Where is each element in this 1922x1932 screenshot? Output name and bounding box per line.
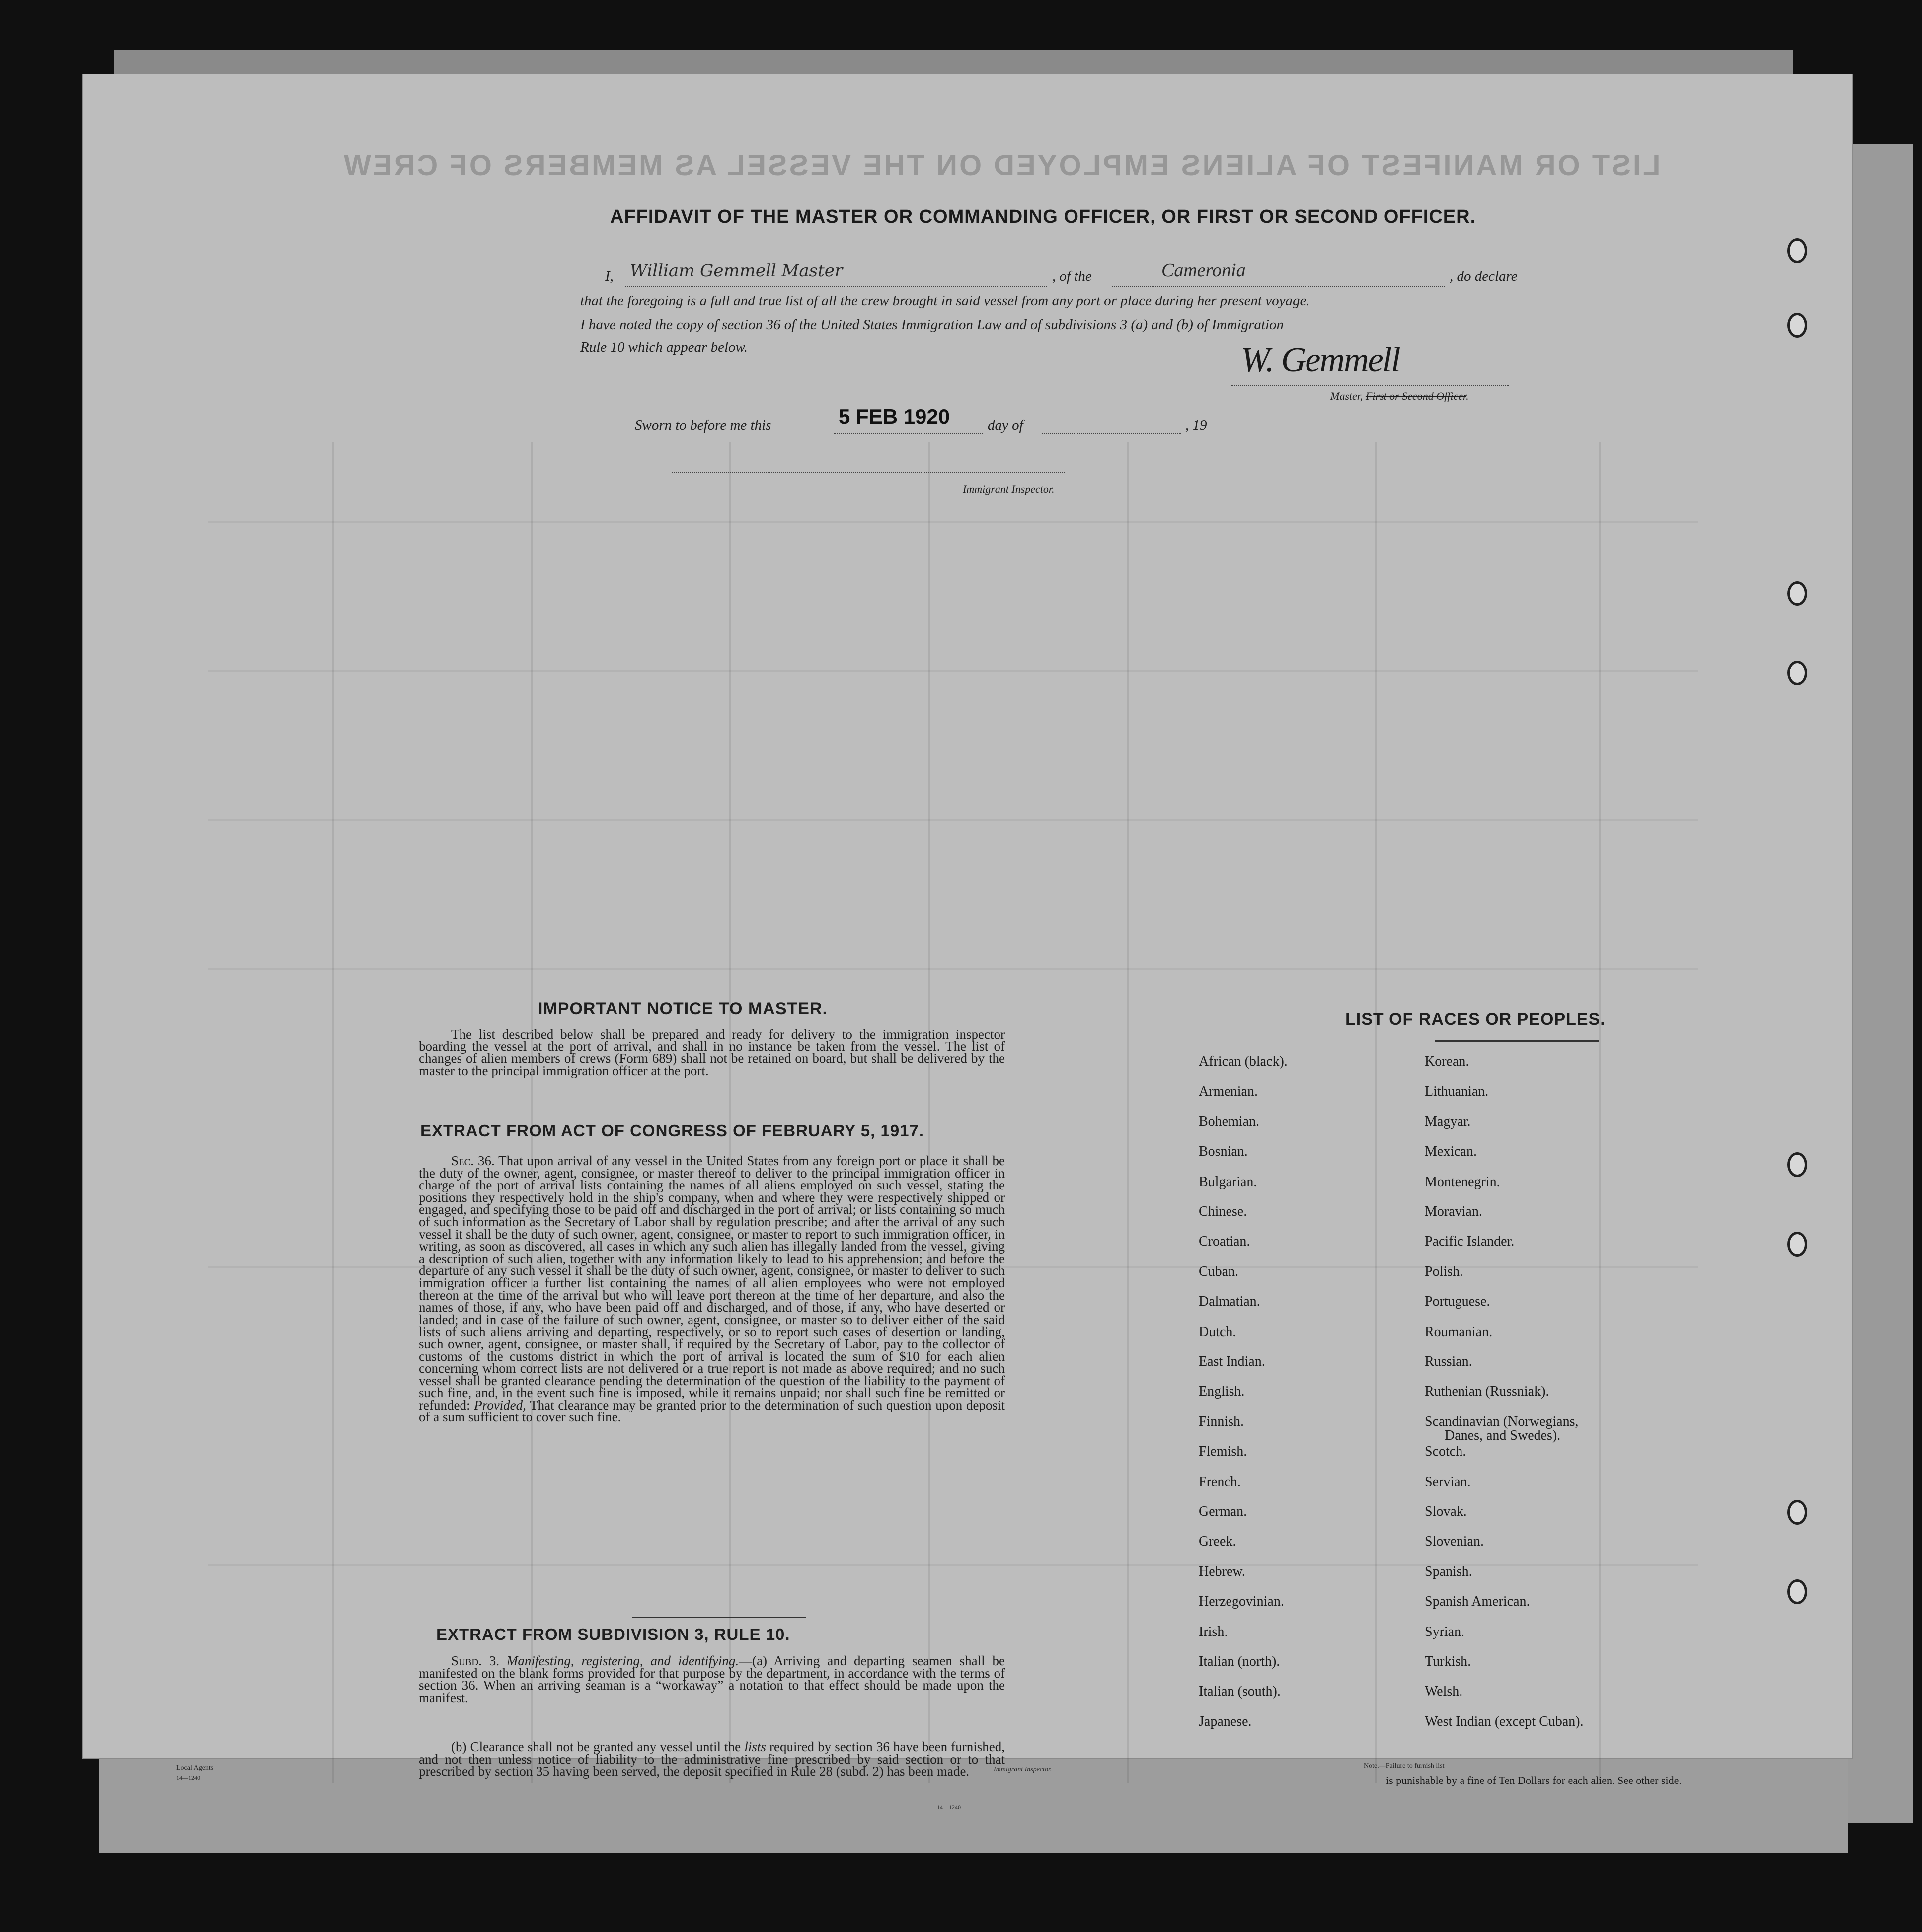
affidavit-line2: that the foregoing is a full and true list of all the crew brought in said vessel from any port or place during her present voyage. xyxy=(580,293,1310,309)
affidavit-line1-mid: , of the xyxy=(1052,268,1092,284)
divider xyxy=(632,1617,806,1618)
provided-word: Provided, xyxy=(474,1397,526,1412)
signature-label-struck: First or Second Officer xyxy=(1365,390,1466,402)
subd-label: Subd. 3. xyxy=(451,1653,499,1668)
race-item: Moravian. xyxy=(1425,1204,1482,1219)
race-item: Slovenian. xyxy=(1425,1534,1484,1550)
day-fill-line xyxy=(834,433,983,434)
bleed-through-row xyxy=(208,968,1698,970)
bleed-through-column xyxy=(332,442,334,1783)
rule-a-body: —(a) Arriving and departing seamen shall be manifested on the blank forms provided for that purpose by the department, in accordance with the terms of section 36. When an arriving seaman is a “workaway” a notation to that effect should be made upon the manifest. xyxy=(419,1653,1005,1705)
sworn-text: Sworn to before me this xyxy=(635,417,771,433)
races-divider xyxy=(1435,1040,1599,1042)
bleed-through-row xyxy=(208,521,1698,523)
notice-body: The list described below shall be prepared and ready for delivery to the immigration inspector boarding the vessel at the port of arrival, and shall in no instance be taken from the vessel. The list of changes of alien members of crews (Form 689) shall not be retained on board, but shall be delivered by the master to the principal immigration officer at the port. xyxy=(419,1027,1005,1078)
races-title: LIST OF RACES OR PEOPLES. xyxy=(1345,1010,1606,1029)
day-of-text: day of xyxy=(988,417,1023,433)
master-signature: W. Gemmell xyxy=(1241,341,1400,379)
punch-hole-icon xyxy=(1787,661,1807,685)
race-item: Bosnian. xyxy=(1199,1144,1248,1160)
race-item: Welsh. xyxy=(1425,1684,1463,1700)
vessel-fill-line xyxy=(1112,286,1445,287)
race-item: East Indian. xyxy=(1199,1354,1265,1369)
month-fill-line xyxy=(1042,433,1181,434)
form-number: 14—1240 xyxy=(937,1804,961,1811)
bleed-through-column xyxy=(1127,442,1129,1783)
race-item: Flemish. xyxy=(1199,1444,1247,1460)
race-item: Polish. xyxy=(1425,1263,1463,1279)
affidavit-title: AFFIDAVIT OF THE MASTER OR COMMANDING OFFICER, OR FIRST OR SECOND OFFICER. xyxy=(610,206,1476,227)
race-item: Herzegovinian. xyxy=(1199,1594,1284,1610)
affidavit-line4: Rule 10 which appear below. xyxy=(580,339,748,355)
bleed-through-column xyxy=(531,442,533,1783)
footer-inspector: Immigrant Inspector. xyxy=(994,1766,1052,1773)
race-item: Korean. xyxy=(1425,1054,1469,1069)
punch-hole-icon xyxy=(1787,238,1807,263)
date-stamp: 5 FEB 1920 xyxy=(839,405,950,428)
punch-hole-icon xyxy=(1787,581,1807,606)
name-fill-line xyxy=(625,286,1047,287)
signature-line xyxy=(1231,385,1509,386)
race-item: Magyar. xyxy=(1425,1114,1471,1129)
notice-title: IMPORTANT NOTICE TO MASTER. xyxy=(538,999,828,1018)
year-text: , 19 xyxy=(1185,417,1207,433)
footer-form-number: 14—1240 xyxy=(176,1774,200,1781)
race-item: Montenegrin. xyxy=(1425,1174,1500,1189)
bleed-through-column xyxy=(1599,442,1601,1783)
rule-title: EXTRACT FROM SUBDIVISION 3, RULE 10. xyxy=(436,1625,790,1643)
affidavit-line1-suffix: , do declare xyxy=(1450,268,1518,284)
signature-label-end: . xyxy=(1466,390,1469,402)
race-item: Italian (south). xyxy=(1199,1684,1281,1700)
footer-fine-note: is punishable by a fine of Ten Dollars for each alien. See other side. xyxy=(1386,1774,1682,1786)
race-item: Scotch. xyxy=(1425,1444,1466,1460)
race-item: Chinese. xyxy=(1199,1204,1247,1219)
race-item: Danes, and Swedes). xyxy=(1445,1427,1561,1443)
punch-hole-icon xyxy=(1787,1152,1807,1177)
bleed-through-title: LIST OR MANIFEST OF ALIENS EMPLOYED ON THE VESSEL AS MEMBERS OF CREW xyxy=(342,149,1661,182)
race-item: French. xyxy=(1199,1474,1241,1489)
rule-paragraph-a xyxy=(419,1655,1005,1704)
rule-b-body-2: required by section 36 have been furnished, and not then unless notice of liability to the administrative fine prescribed by said section or to that prescribed by section 35 having been served, the deposit specified in Rule 28 (subd. 2) has been made. xyxy=(419,1739,1005,1779)
race-item: English. xyxy=(1199,1384,1245,1400)
race-item: Mexican. xyxy=(1425,1144,1477,1160)
rule-heading: Manifesting, registering, and identifying. xyxy=(506,1653,739,1668)
race-item: Japanese. xyxy=(1199,1713,1252,1729)
bleed-through-row xyxy=(208,670,1698,672)
race-item: Bulgarian. xyxy=(1199,1174,1257,1189)
punch-hole-icon xyxy=(1787,1500,1807,1525)
vessel-name-handwritten: Cameronia xyxy=(1161,260,1246,281)
race-item: Slovak. xyxy=(1425,1504,1467,1519)
bleed-through-column xyxy=(729,442,731,1783)
signature-label-master: Master, xyxy=(1330,390,1363,402)
race-item: Pacific Islander. xyxy=(1425,1234,1515,1250)
race-item: African (black). xyxy=(1199,1054,1288,1069)
race-item: Spanish. xyxy=(1425,1563,1472,1579)
race-item: Spanish American. xyxy=(1425,1594,1530,1610)
act-title: EXTRACT FROM ACT OF CONGRESS OF FEBRUARY 5, 1917. xyxy=(420,1121,924,1140)
punch-hole-icon xyxy=(1787,1579,1807,1604)
rule-b-lists: lists xyxy=(744,1739,766,1754)
inspector-signature-line xyxy=(672,472,1065,473)
footer-note: Note.—Failure to furnish list xyxy=(1364,1762,1445,1770)
inspector-label: Immigrant Inspector. xyxy=(963,483,1055,495)
race-item: Italian (north). xyxy=(1199,1654,1280,1669)
race-item: Armenian. xyxy=(1199,1084,1258,1100)
race-item: Lithuanian. xyxy=(1425,1084,1489,1100)
officer-name-handwritten: William Gemmell Master xyxy=(630,261,843,281)
race-item: Servian. xyxy=(1425,1474,1471,1489)
bleed-through-column xyxy=(1375,442,1377,1783)
race-item: Russian. xyxy=(1425,1354,1472,1369)
bleed-through-column xyxy=(928,442,930,1783)
punch-hole-icon xyxy=(1787,1232,1807,1257)
race-item: Portuguese. xyxy=(1425,1294,1490,1310)
race-item: Turkish. xyxy=(1425,1654,1471,1669)
race-item: Syrian. xyxy=(1425,1624,1465,1639)
race-item: West Indian (except Cuban). xyxy=(1425,1713,1584,1729)
race-item: Dutch. xyxy=(1199,1324,1236,1339)
bleed-through-row xyxy=(208,819,1698,821)
race-item: Greek. xyxy=(1199,1534,1236,1550)
race-item: Irish. xyxy=(1199,1624,1228,1639)
race-item: Cuban. xyxy=(1199,1263,1239,1279)
race-item: Scandinavian (Norwegians, xyxy=(1425,1413,1579,1429)
race-item: German. xyxy=(1199,1504,1247,1519)
race-item: Bohemian. xyxy=(1199,1114,1260,1129)
section-36-text xyxy=(419,1155,1005,1423)
punch-hole-icon xyxy=(1787,313,1807,338)
signature-label xyxy=(1330,390,1469,403)
rule-paragraph-b xyxy=(419,1741,1005,1778)
section-label: Sec. 36. xyxy=(451,1153,495,1168)
race-item: Croatian. xyxy=(1199,1234,1250,1250)
section-36-body-end: That clearance may be granted prior to the determination of such question upon deposit of a sum sufficient to cover such fine. xyxy=(419,1397,1005,1425)
affidavit-line1-prefix: I, xyxy=(605,268,614,284)
rule-b-body-1: (b) Clearance shall not be granted any vessel until the xyxy=(451,1739,741,1754)
bleed-through-row xyxy=(208,1564,1698,1566)
affidavit-line3: I have noted the copy of section 36 of the United States Immigration Law and of subdivisions 3 (a) and (b) of Immigration xyxy=(580,317,1284,333)
race-item: Ruthenian (Russniak). xyxy=(1425,1384,1549,1400)
race-item: Finnish. xyxy=(1199,1413,1244,1429)
race-item: Roumanian. xyxy=(1425,1324,1493,1339)
section-36-body: That upon arrival of any vessel in the United States from any foreign port or place it shall be the duty of the owner, agent, consignee, or master thereof to deliver to the principal immigration officer in charge of the port of arrival lists containing the names of all aliens employed on such vessel, stating the positions they respectively hold in the ship's company, when and where they were respectively shipped or engaged, and specifying those to be paid off and discharged in the port of arrival; or lists containing so much of such information as the Secretary of Labor shall by regulation prescribe; and after the arrival of any such vessel it shall be the duty of such owner, agent, consignee, or master to report to such immigration officer, in writing, as soon as discovered, all cases in which any such alien has illegally landed from the vessel, giving a description of such alien, together with any information likely to lead to his apprehension; and before the departure of any such vessel it shall be the duty of such owner, agent, consignee, or master to deliver to such immigration officer a further list containing the names of all alien employees who were not employed thereon at the time of the arrival but who will leave port thereon at the time of her departure, and also the names of those, if any, who have been paid off and discharged, and of those, if any, who have deserted or landed; and in case of the failure of such owner, agent, consignee, or master so to deliver either of the said lists of such aliens arriving and departing, respectively, or so to report such cases of desertion or landing, such owner, agent, consignee, or master shall, if required by the Secretary of Labor, pay to the collector of customs of the customs district in which the port of arrival is located the sum of $10 for each alien concerning whom correct lists are not delivered or a true report is not made as above required; and no such vessel shall be granted clearance pending the determination of the question of the liability to the payment of such fine, and, in the event such fine is imposed, while it remains unpaid; nor shall such fine be remitted or refunded: xyxy=(419,1153,1005,1412)
race-item: Hebrew. xyxy=(1199,1563,1245,1579)
footer-local-agent: Local Agents xyxy=(176,1764,214,1772)
race-item: Dalmatian. xyxy=(1199,1294,1260,1310)
